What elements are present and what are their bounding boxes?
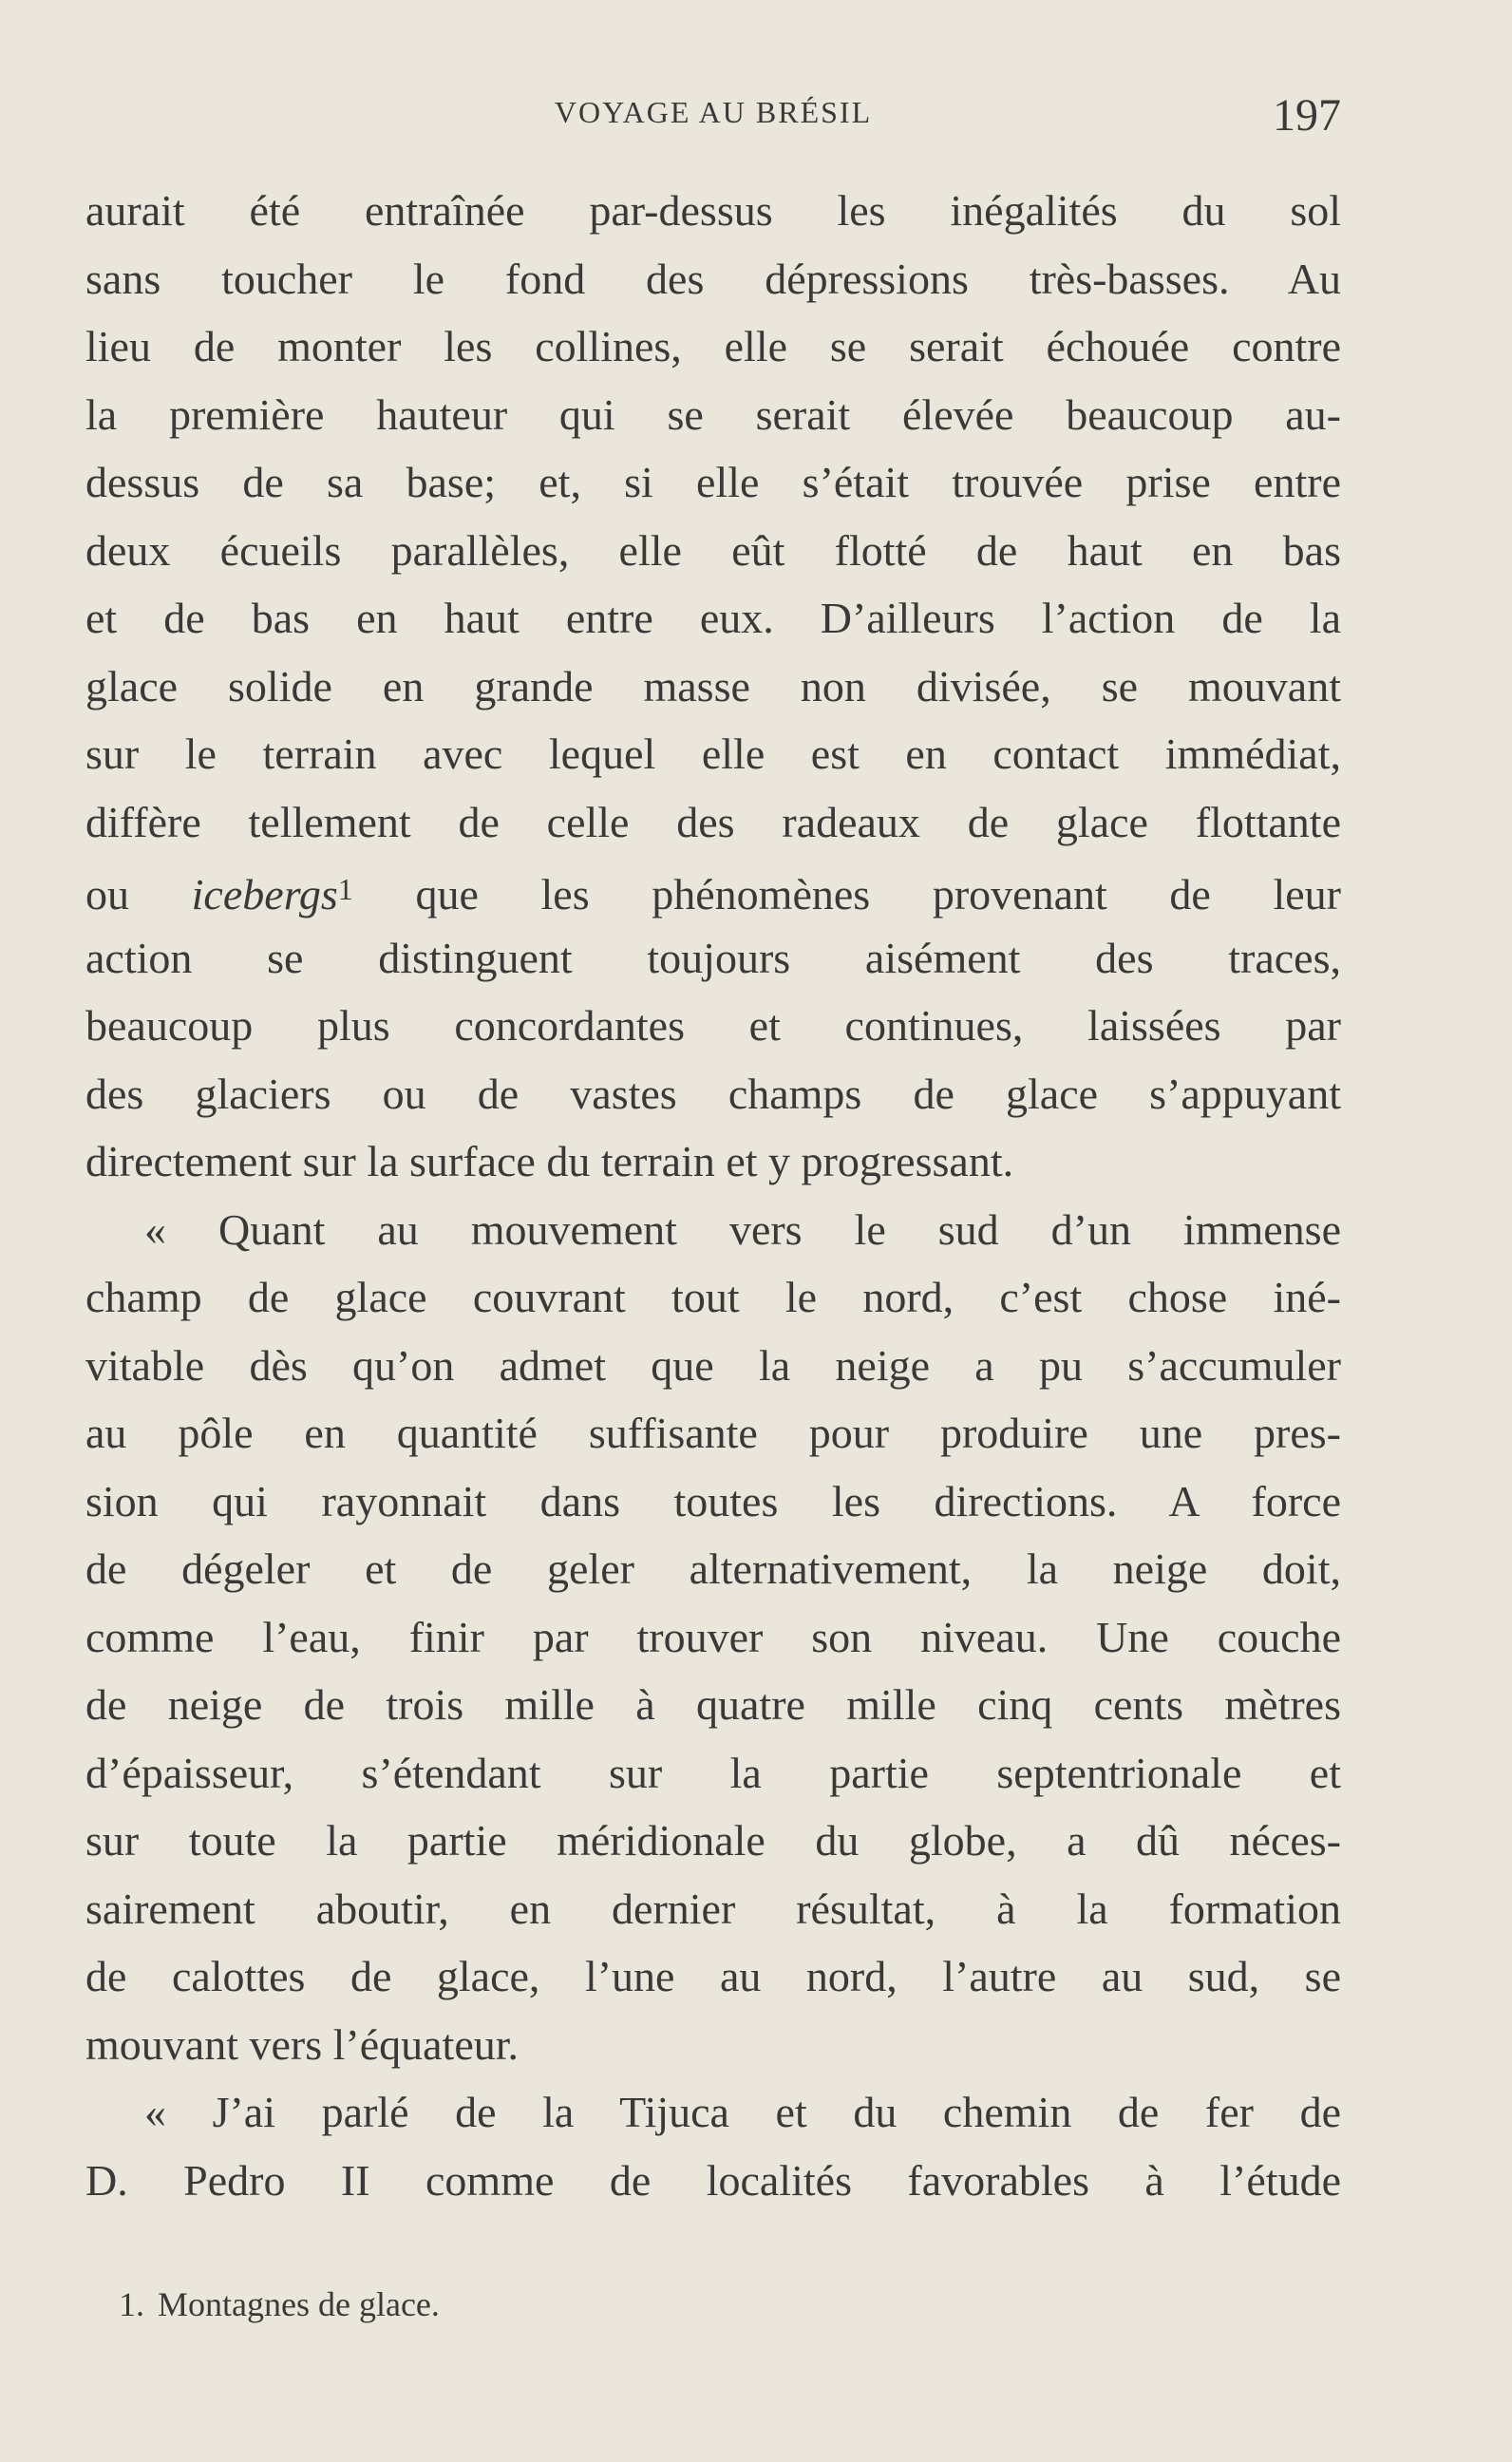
text-line-with-footnote-ref bbox=[85, 856, 1341, 924]
page-number: 197 bbox=[1273, 90, 1341, 141]
text-line: D. Pedro II comme de localités favorables à l’étude bbox=[85, 2155, 1341, 2205]
text-line: « Quant au mouvement vers le sud d’un immense bbox=[144, 1204, 1341, 1254]
text-line: de calottes de glace, l’une au nord, l’autre au sud, se bbox=[85, 1952, 1341, 2000]
text-line: de neige de trois mille à quatre mille cinq cents mètres bbox=[85, 1680, 1341, 1729]
text-line: des glaciers ou de vastes champs de glace s’appuyant bbox=[85, 1069, 1341, 1118]
text-line: beaucoup plus concordantes et continues, laissées par bbox=[85, 1001, 1341, 1050]
text-line: action se distinguent toujours aisément des traces, bbox=[85, 933, 1341, 982]
footnote-reference: 1 bbox=[337, 872, 353, 906]
text-line: deux écueils parallèles, elle eût flotté de haut en bas bbox=[85, 525, 1341, 575]
text-line: diffère tellement de celle des radeaux de glace flottante bbox=[85, 797, 1341, 846]
text-fragment: que les phénomènes provenant de leur bbox=[415, 870, 1341, 919]
text-line: aurait été entraînée par-dessus les inégalités du sol bbox=[85, 186, 1341, 235]
text-line: dessus de sa base; et, si elle s’était trouvée prise entre bbox=[85, 458, 1341, 506]
text-line: la première hauteur qui se serait élevée beaucoup au- bbox=[85, 389, 1341, 439]
text-line: au pôle en quantité suffisante pour produire une pres- bbox=[85, 1409, 1341, 1457]
text-line: vitable dès qu’on admet que la neige a pu s’accumuler bbox=[85, 1340, 1341, 1390]
text-line: glace solide en grande masse non divisée, se mouvant bbox=[85, 661, 1341, 710]
running-head: VOYAGE AU BRÉSIL bbox=[554, 95, 873, 129]
text-line: sur toute la partie méridionale du globe, a dû néces- bbox=[85, 1816, 1341, 1865]
text-line: sur le terrain avec lequel elle est en contact immédiat, bbox=[85, 729, 1341, 778]
text-line: et de bas en haut entre eux. D’ailleurs l’action de la bbox=[85, 594, 1341, 642]
footnote-marker: 1. bbox=[119, 2285, 144, 2323]
footnote bbox=[119, 2284, 440, 2324]
text-line: lieu de monter les collines, elle se serait échouée contre bbox=[85, 322, 1341, 370]
italic-term: icebergs bbox=[191, 870, 338, 919]
text-line: champ de glace couvrant tout le nord, c’est chose iné- bbox=[85, 1273, 1341, 1321]
text-line: « J’ai parlé de la Tijuca et du chemin de fer de bbox=[144, 2088, 1341, 2136]
text-line: sion qui rayonnait dans toutes les directions. A force bbox=[85, 1476, 1341, 1525]
footnote-text: Montagnes de glace. bbox=[158, 2285, 440, 2323]
body-text bbox=[85, 177, 1341, 2214]
text-line: d’épaisseur, s’étendant sur la partie septentrionale et bbox=[85, 1748, 1341, 1797]
text-line: de dégeler et de geler alternativement, la neige doit, bbox=[85, 1544, 1341, 1593]
text-line: sairement aboutir, en dernier résultat, à la formation bbox=[85, 1884, 1341, 1933]
text-line: comme l’eau, finir par trouver son niveau. Une couche bbox=[85, 1612, 1341, 1661]
text-fragment: ou bbox=[85, 870, 129, 919]
page-header bbox=[85, 90, 1341, 150]
text-line: directement sur la surface du terrain et y progressant. bbox=[85, 1137, 1014, 1185]
text-line: mouvant vers l’équateur. bbox=[85, 2019, 520, 2069]
text-line: sans toucher le fond des dépressions très-basses. Au bbox=[85, 254, 1341, 303]
